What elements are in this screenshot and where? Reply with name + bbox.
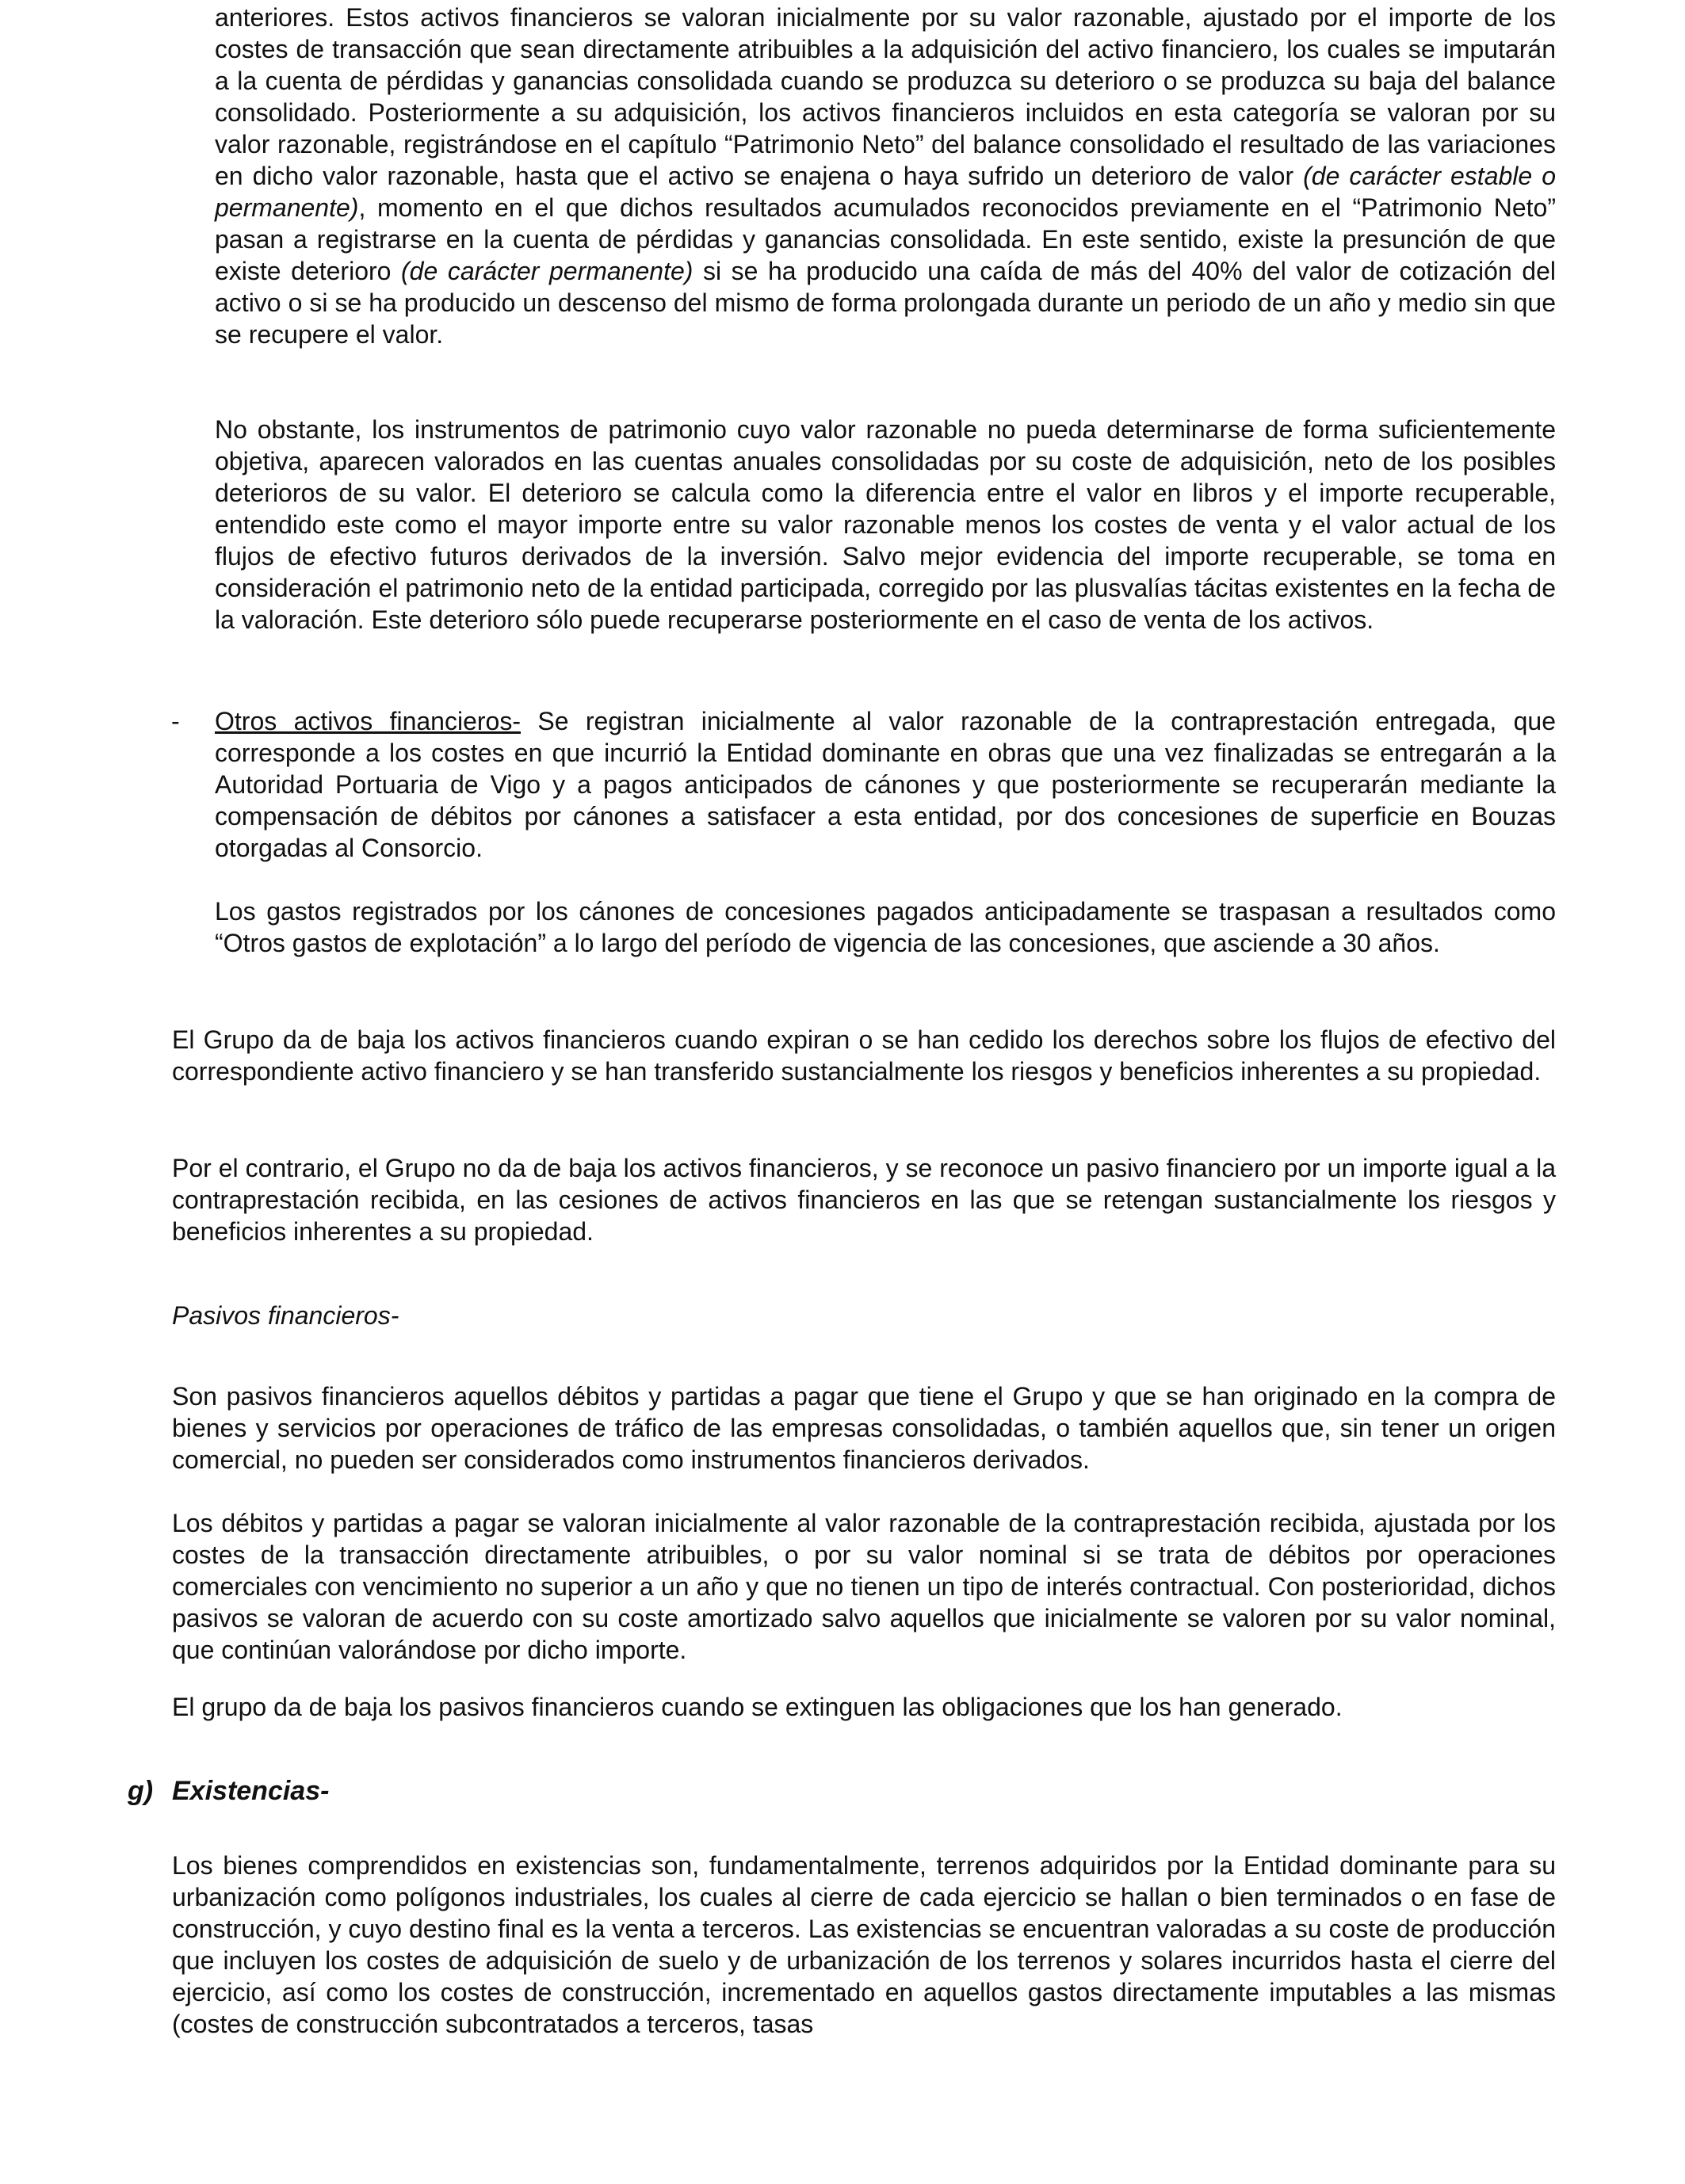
- paragraph-liabilities-derecognition: El grupo da de baja los pasivos financieros cuando se extinguen las obligaciones que los han generado.: [172, 1693, 1343, 1721]
- paragraph-retained-risks: Por el contrario, el Grupo no da de baja los activos financieros, y se reconoce un pasivo financiero por un importe igual a la contraprestación recibida, en las cesiones de activos financieros en las que se retengan sustancialmente los riesgos y beneficios inherentes a su propiedad.: [172, 1154, 1556, 1246]
- paragraph-text: anteriores. Estos activos financieros se valoran inicialmente por su valor razonable, ajustado por el importe de los costes de transacción que sean directamente atribuibles a la adquisición del activo financiero, los cuales se imputarán a la cuenta de pérdidas y ganancias consolidada cuando se produzca su deterioro o se produzca su baja del balance consolidado. Posteriormente a su adquisición, los activos financieros incluidos en esta categoría se valoran por su valor razonable, registrándose en el capítulo “Patrimonio Neto” del balance consolidado el resultado de las variaciones en dicho valor razonable, hasta que el activo se enajena o haya sufrido un deterioro de valor: [215, 3, 1556, 190]
- paragraph-available-for-sale-valuation: [215, 2, 1556, 350]
- bullet-dash: -: [171, 707, 180, 735]
- paragraph-text: si se ha producido una caída de más del 40% del valor de cotización del activo o si se ha producido un descenso del mismo de forma prolongada durante un periodo de un año y medio sin que se recupere el valor.: [215, 257, 1557, 349]
- section-label: g): [128, 1776, 154, 1806]
- paragraph-inventories: Los bienes comprendidos en existencias son, fundamentalmente, terrenos adquiridos por la Entidad dominante para su urbanización como polígonos industriales, los cuales al cierre de cada ejercicio se hallan o bien terminados o en fase de construcción, y cuyo destino final es la venta a terceros. Las existencias se encuentran valoradas a su coste de producción que incluyen los costes de adquisición de suelo y de urbanización de los terrenos y solares incurridos hasta el cierre del ejercicio, así como los costes de construcción, incrementado en aquellos gastos directamente imputables a las mismas (costes de construcción subcontratados a terceros, tasas: [172, 1851, 1556, 2038]
- paragraph-derecognition-assets: El Grupo da de baja los activos financieros cuando expiran o se han cedido los derechos sobre los flujos de efectivo del correspondiente activo financiero y se han transferido sustancialmente los riesgos y beneficios inherentes a su propiedad.: [172, 1025, 1556, 1086]
- bullet-other-financial-assets: [215, 705, 1556, 864]
- italic-phrase: (de carácter estable o permanente): [215, 162, 1557, 222]
- section-title: Existencias-: [172, 1776, 330, 1806]
- bullet-title: Otros activos financieros-: [215, 707, 521, 735]
- paragraph-concession-fees: Los gastos registrados por los cánones de concesiones pagados anticipadamente se traspasan a resultados como “Otros gastos de explotación” a lo largo del período de vigencia de las concesiones, que asciende a 30 años.: [215, 897, 1556, 957]
- subheading-financial-liabilities: Pasivos financieros-: [172, 1301, 399, 1330]
- paragraph-equity-instruments: No obstante, los instrumentos de patrimonio cuyo valor razonable no pueda determinarse de forma suficientemente objetiva, aparecen valorados en las cuentas anuales consolidadas por su coste de adquisición, neto de los posibles deterioros de su valor. El deterioro se calcula como la diferencia entre el valor en libros y el importe recuperable, entendido este como el mayor importe entre su valor razonable menos los costes de venta y el valor actual de los flujos de efectivo futuros derivados de la inversión. Salvo mejor evidencia del importe recuperable, se toma en consideración el patrimonio neto de la entidad participada, corregido por las plusvalías tácitas existentes en la fecha de la valoración. Este deterioro sólo puede recuperarse posteriormente en el caso de venta de los activos.: [215, 415, 1556, 634]
- paragraph-financial-liabilities-definition: Son pasivos financieros aquellos débitos y partidas a pagar que tiene el Grupo y que se han originado en la compra de bienes y servicios por operaciones de tráfico de las empresas consolidadas, o también aquellos que, sin tener un origen comercial, no pueden ser considerados como instrumentos financieros derivados.: [172, 1382, 1556, 1474]
- italic-phrase: (de carácter permanente): [401, 257, 693, 285]
- paragraph-liabilities-valuation: Los débitos y partidas a pagar se valoran inicialmente al valor razonable de la contraprestación recibida, ajustada por los costes de la transacción directamente atribuibles, o por su valor nominal si se trata de débitos por operaciones comerciales con vencimiento no superior a un año y que no tienen un tipo de interés contractual. Con posterioridad, dichos pasivos se valoran de acuerdo con su coste amortizado salvo aquellos que inicialmente se valoren por su valor nominal, que continúan valorándose por dicho importe.: [172, 1509, 1556, 1664]
- bullet-text: Se registran inicialmente al valor razonable de la contraprestación entregada, que corresponde a los costes en que incurrió la Entidad dominante en obras que una vez finalizadas se entregarán a la Autoridad Portuaria de Vigo y a pagos anticipados de cánones y que posteriormente se recuperarán mediante la compensación de débitos por cánones a satisfacer a esta entidad, por dos concesiones de superficie en Bouzas otorgadas al Consorcio.: [215, 707, 1557, 862]
- section-heading-inventories: [128, 1775, 330, 1807]
- paragraph-text: , momento en el que dichos resultados acumulados reconocidos previamente en el “Patrimonio Neto” pasan a registrarse en la cuenta de pérdidas y ganancias consolidada. En este sentido, existe la presunción de que existe deterioro: [215, 193, 1556, 285]
